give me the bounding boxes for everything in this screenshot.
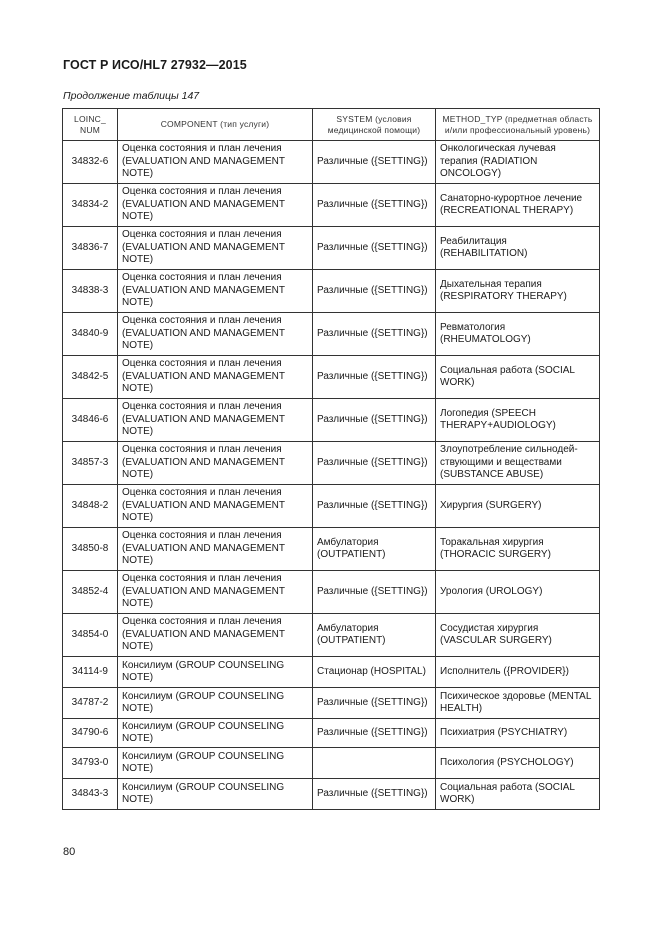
system-cell: Различные ({SETTING}): [313, 141, 436, 184]
system-cell: Стационар (HOSPITAL): [313, 657, 436, 688]
loinc-code: 34838-3: [63, 270, 118, 313]
column-header-component: COMPONENT (тип услуги): [118, 109, 313, 141]
table-row: [63, 399, 600, 442]
system-cell: Различные ({SETTING}): [313, 719, 436, 748]
component-cell: Консилиум (GROUP COUNSELING NOTE): [118, 719, 313, 748]
loinc-code: 34790-6: [63, 719, 118, 748]
table-row: [63, 614, 600, 657]
column-header-loinc: LOINC_ NUM: [63, 109, 118, 141]
method-cell: Сосудистая хирургия (VASCULAR SURGERY): [436, 614, 600, 657]
table-row: [63, 688, 600, 719]
loinc-code: 34850-8: [63, 528, 118, 571]
loinc-code: 34793-0: [63, 748, 118, 779]
table-caption: Продолжение таблицы 147: [63, 90, 200, 102]
method-cell: Психическое здоровье (MENTAL HEALTH): [436, 688, 600, 719]
document-header: ГОСТ Р ИСО/HL7 27932—2015: [63, 58, 247, 72]
loinc-code: 34852-4: [63, 571, 118, 614]
method-cell: Психиатрия (PSYCHIATRY): [436, 719, 600, 748]
method-cell: Социальная работа (SOCIAL WORK): [436, 779, 600, 810]
table-row: [63, 779, 600, 810]
loinc-code: 34836-7: [63, 227, 118, 270]
table-row: [63, 442, 600, 485]
component-cell: Оценка состояния и план лечения (EVALUATION AND MANAGEMENT NOTE): [118, 442, 313, 485]
method-cell: Санаторно-курортное лечение (RECREATIONAL THERAPY): [436, 184, 600, 227]
component-cell: Консилиум (GROUP COUNSELING NOTE): [118, 688, 313, 719]
table-row: [63, 141, 600, 184]
method-cell: Ревматология (RHEUMATOLOGY): [436, 313, 600, 356]
table-row: [63, 571, 600, 614]
component-cell: Оценка состояния и план лечения (EVALUATION AND MANAGEMENT NOTE): [118, 313, 313, 356]
component-cell: Оценка состояния и план лечения (EVALUATION AND MANAGEMENT NOTE): [118, 356, 313, 399]
system-cell: Различные ({SETTING}): [313, 442, 436, 485]
table-row: [63, 657, 600, 688]
table-row: [63, 313, 600, 356]
system-cell: Различные ({SETTING}): [313, 270, 436, 313]
system-cell: Различные ({SETTING}): [313, 184, 436, 227]
loinc-code: 34848-2: [63, 485, 118, 528]
loinc-code: 34846-6: [63, 399, 118, 442]
loinc-code: 34834-2: [63, 184, 118, 227]
method-cell: Торакальная хирургия (THORACIC SURGERY): [436, 528, 600, 571]
column-header-method: METHOD_TYP (предметная область и/или профессиональный уровень): [436, 109, 600, 141]
method-cell: Логопедия (SPEECH THERAPY+AUDIOLOGY): [436, 399, 600, 442]
component-cell: Консилиум (GROUP COUNSELING NOTE): [118, 779, 313, 810]
method-cell: Злоупотребление сильнодей-ствующими и веществами (SUBSTANCE ABUSE): [436, 442, 600, 485]
system-cell: Различные ({SETTING}): [313, 356, 436, 399]
column-header-system: SYSTEM (условия медицинской помощи): [313, 109, 436, 141]
component-cell: Оценка состояния и план лечения (EVALUATION AND MANAGEMENT NOTE): [118, 614, 313, 657]
table-row: [63, 719, 600, 748]
method-cell: Социальная работа (SOCIAL WORK): [436, 356, 600, 399]
table-header-row: [63, 109, 600, 141]
table-row: [63, 485, 600, 528]
loinc-code: 34842-5: [63, 356, 118, 399]
table-row: [63, 748, 600, 779]
component-cell: Консилиум (GROUP COUNSELING NOTE): [118, 657, 313, 688]
method-cell: Урология (UROLOGY): [436, 571, 600, 614]
method-cell: Реабилитация (REHABILITATION): [436, 227, 600, 270]
loinc-code: 34854-0: [63, 614, 118, 657]
table-row: [63, 528, 600, 571]
component-cell: Оценка состояния и план лечения (EVALUATION AND MANAGEMENT NOTE): [118, 528, 313, 571]
component-cell: Оценка состояния и план лечения (EVALUATION AND MANAGEMENT NOTE): [118, 485, 313, 528]
component-cell: Оценка состояния и план лечения (EVALUATION AND MANAGEMENT NOTE): [118, 571, 313, 614]
method-cell: Онкологическая лучевая терапия (RADIATION ONCOLOGY): [436, 141, 600, 184]
loinc-code: 34857-3: [63, 442, 118, 485]
system-cell: Различные ({SETTING}): [313, 227, 436, 270]
system-cell: Различные ({SETTING}): [313, 688, 436, 719]
system-cell: Амбулатория (OUTPATIENT): [313, 528, 436, 571]
loinc-code: 34787-2: [63, 688, 118, 719]
system-cell: Различные ({SETTING}): [313, 399, 436, 442]
page-number: 80: [63, 846, 76, 858]
loinc-code: 34843-3: [63, 779, 118, 810]
loinc-code: 34114-9: [63, 657, 118, 688]
component-cell: Оценка состояния и план лечения (EVALUATION AND MANAGEMENT NOTE): [118, 141, 313, 184]
component-cell: Оценка состояния и план лечения (EVALUATION AND MANAGEMENT NOTE): [118, 184, 313, 227]
loinc-code: 34832-6: [63, 141, 118, 184]
system-cell: Различные ({SETTING}): [313, 779, 436, 810]
table-row: [63, 270, 600, 313]
system-cell: Различные ({SETTING}): [313, 313, 436, 356]
system-cell: Различные ({SETTING}): [313, 485, 436, 528]
loinc-table: [62, 108, 600, 810]
table-row: [63, 227, 600, 270]
system-cell: Амбулатория (OUTPATIENT): [313, 614, 436, 657]
loinc-code: 34840-9: [63, 313, 118, 356]
system-cell: Различные ({SETTING}): [313, 571, 436, 614]
method-cell: Дыхательная терапия (RESPIRATORY THERAPY): [436, 270, 600, 313]
component-cell: Оценка состояния и план лечения (EVALUATION AND MANAGEMENT NOTE): [118, 399, 313, 442]
component-cell: Оценка состояния и план лечения (EVALUATION AND MANAGEMENT NOTE): [118, 227, 313, 270]
method-cell: Хирургия (SURGERY): [436, 485, 600, 528]
component-cell: Оценка состояния и план лечения (EVALUATION AND MANAGEMENT NOTE): [118, 270, 313, 313]
method-cell: Психология (PSYCHOLOGY): [436, 748, 600, 779]
method-cell: Исполнитель ({PROVIDER}): [436, 657, 600, 688]
table-row: [63, 184, 600, 227]
table-row: [63, 356, 600, 399]
component-cell: Консилиум (GROUP COUNSELING NOTE): [118, 748, 313, 779]
system-cell: [313, 748, 436, 779]
